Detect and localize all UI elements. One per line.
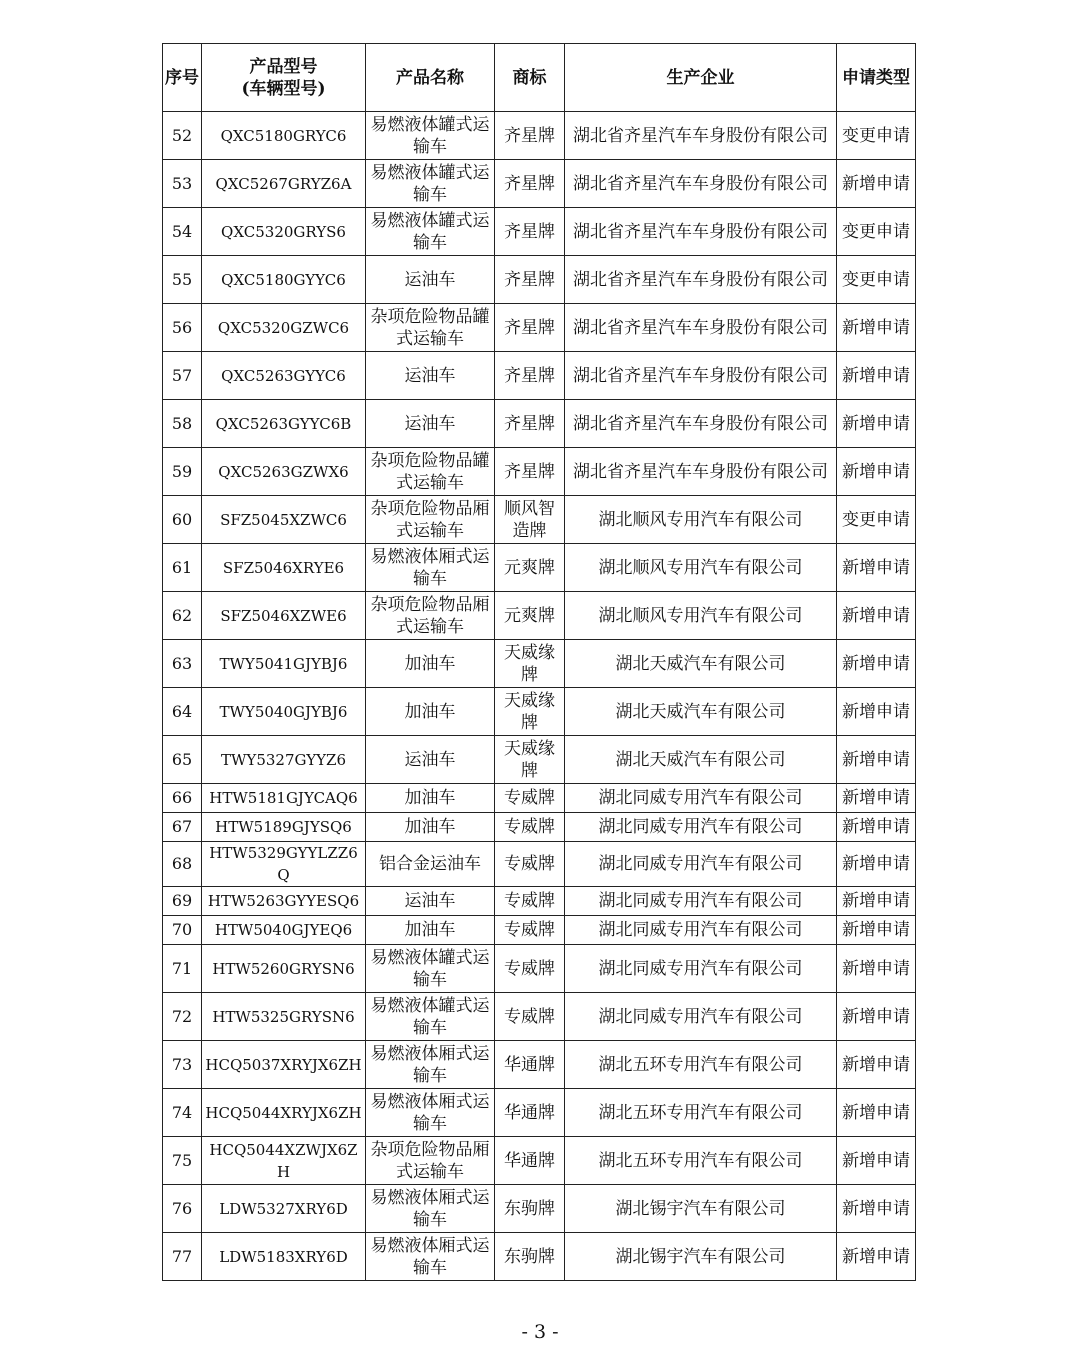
cell-manufacturer: 湖北省齐星汽车车身股份有限公司 (565, 256, 837, 304)
cell-manufacturer: 湖北省齐星汽车车身股份有限公司 (565, 112, 837, 160)
table-row (163, 945, 916, 993)
cell-product-name: 易燃液体罐式运输车 (366, 112, 495, 160)
cell-application-type: 新增申请 (837, 304, 916, 352)
cell-brand: 专威牌 (495, 916, 565, 945)
cell-product-model: SFZ5045XZWC6 (202, 496, 366, 544)
cell-product-model: QXC5320GZWC6 (202, 304, 366, 352)
cell-product-name: 加油车 (366, 916, 495, 945)
cell-serial-no: 52 (163, 112, 202, 160)
cell-serial-no: 54 (163, 208, 202, 256)
cell-product-model: QXC5180GYYC6 (202, 256, 366, 304)
cell-product-name: 加油车 (366, 813, 495, 842)
cell-serial-no: 77 (163, 1233, 202, 1281)
table-row (163, 160, 916, 208)
cell-product-name: 运油车 (366, 256, 495, 304)
cell-product-model: HCQ5044XRYJX6ZH (202, 1089, 366, 1137)
cell-serial-no: 65 (163, 736, 202, 784)
cell-product-name: 运油车 (366, 352, 495, 400)
cell-product-model: QXC5263GYYC6B (202, 400, 366, 448)
cell-product-model: QXC5263GZWX6 (202, 448, 366, 496)
cell-brand: 齐星牌 (495, 448, 565, 496)
cell-product-model: HTW5260GRYSN6 (202, 945, 366, 993)
cell-manufacturer: 湖北顺风专用汽车有限公司 (565, 592, 837, 640)
cell-application-type: 新增申请 (837, 160, 916, 208)
cell-brand: 齐星牌 (495, 304, 565, 352)
cell-brand: 齐星牌 (495, 160, 565, 208)
cell-serial-no: 70 (163, 916, 202, 945)
cell-product-model: HTW5181GJYCAQ6 (202, 784, 366, 813)
cell-product-model: QXC5180GRYC6 (202, 112, 366, 160)
cell-application-type: 新增申请 (837, 640, 916, 688)
cell-brand: 天威缘牌 (495, 736, 565, 784)
cell-serial-no: 71 (163, 945, 202, 993)
cell-manufacturer: 湖北同威专用汽车有限公司 (565, 842, 837, 887)
table-row (163, 304, 916, 352)
cell-application-type: 变更申请 (837, 208, 916, 256)
table-row (163, 842, 916, 887)
table-row (163, 640, 916, 688)
cell-brand: 天威缘牌 (495, 640, 565, 688)
cell-brand: 专威牌 (495, 842, 565, 887)
cell-application-type: 新增申请 (837, 352, 916, 400)
cell-product-model: TWY5327GYYZ6 (202, 736, 366, 784)
cell-brand: 东驹牌 (495, 1185, 565, 1233)
cell-product-name: 运油车 (366, 400, 495, 448)
cell-product-name: 易燃液体厢式运输车 (366, 544, 495, 592)
cell-serial-no: 60 (163, 496, 202, 544)
cell-product-name: 易燃液体厢式运输车 (366, 1041, 495, 1089)
cell-serial-no: 72 (163, 993, 202, 1041)
cell-application-type: 新增申请 (837, 688, 916, 736)
cell-manufacturer: 湖北同威专用汽车有限公司 (565, 945, 837, 993)
cell-serial-no: 73 (163, 1041, 202, 1089)
cell-product-name: 易燃液体罐式运输车 (366, 160, 495, 208)
cell-manufacturer: 湖北省齐星汽车车身股份有限公司 (565, 352, 837, 400)
table-row (163, 688, 916, 736)
table-header-row (163, 44, 916, 112)
cell-serial-no: 61 (163, 544, 202, 592)
cell-application-type: 变更申请 (837, 112, 916, 160)
cell-product-model: TWY5041GJYBJ6 (202, 640, 366, 688)
cell-manufacturer: 湖北五环专用汽车有限公司 (565, 1137, 837, 1185)
cell-application-type: 新增申请 (837, 842, 916, 887)
page-number: - 3 - (521, 1321, 559, 1343)
cell-brand: 天威缘牌 (495, 688, 565, 736)
table-row (163, 736, 916, 784)
cell-brand: 顺风智造牌 (495, 496, 565, 544)
table-row (163, 496, 916, 544)
cell-serial-no: 68 (163, 842, 202, 887)
cell-product-model: HTW5263GYYESQ6 (202, 887, 366, 916)
cell-manufacturer: 湖北同威专用汽车有限公司 (565, 993, 837, 1041)
cell-application-type: 新增申请 (837, 1089, 916, 1137)
cell-product-name: 杂项危险物品厢式运输车 (366, 496, 495, 544)
cell-product-name: 杂项危险物品厢式运输车 (366, 592, 495, 640)
cell-serial-no: 57 (163, 352, 202, 400)
cell-brand: 齐星牌 (495, 352, 565, 400)
cell-application-type: 新增申请 (837, 1233, 916, 1281)
cell-brand: 齐星牌 (495, 112, 565, 160)
cell-product-name: 加油车 (366, 640, 495, 688)
cell-manufacturer: 湖北五环专用汽车有限公司 (565, 1041, 837, 1089)
cell-application-type: 变更申请 (837, 496, 916, 544)
cell-serial-no: 74 (163, 1089, 202, 1137)
cell-manufacturer: 湖北省齐星汽车车身股份有限公司 (565, 400, 837, 448)
cell-product-name: 易燃液体厢式运输车 (366, 1185, 495, 1233)
cell-manufacturer: 湖北同威专用汽车有限公司 (565, 813, 837, 842)
header-product-model (202, 44, 366, 112)
cell-application-type: 新增申请 (837, 813, 916, 842)
cell-product-model: QXC5320GRYS6 (202, 208, 366, 256)
cell-manufacturer: 湖北顺风专用汽车有限公司 (565, 544, 837, 592)
cell-serial-no: 76 (163, 1185, 202, 1233)
cell-product-model: SFZ5046XZWE6 (202, 592, 366, 640)
cell-serial-no: 66 (163, 784, 202, 813)
cell-manufacturer: 湖北锡宇汽车有限公司 (565, 1185, 837, 1233)
cell-serial-no: 56 (163, 304, 202, 352)
table-body (163, 112, 916, 1281)
cell-application-type: 新增申请 (837, 1041, 916, 1089)
cell-product-name: 铝合金运油车 (366, 842, 495, 887)
cell-brand: 专威牌 (495, 993, 565, 1041)
cell-application-type: 变更申请 (837, 256, 916, 304)
cell-brand: 华通牌 (495, 1137, 565, 1185)
cell-product-name: 杂项危险物品厢式运输车 (366, 1137, 495, 1185)
cell-manufacturer: 湖北同威专用汽车有限公司 (565, 784, 837, 813)
table-row (163, 1137, 916, 1185)
table-row (163, 916, 916, 945)
table-row (163, 112, 916, 160)
cell-brand: 齐星牌 (495, 208, 565, 256)
cell-product-name: 加油车 (366, 688, 495, 736)
table-row (163, 544, 916, 592)
cell-brand: 专威牌 (495, 887, 565, 916)
cell-manufacturer: 湖北同威专用汽车有限公司 (565, 916, 837, 945)
cell-serial-no: 75 (163, 1137, 202, 1185)
cell-product-model: HTW5325GRYSN6 (202, 993, 366, 1041)
table-row (163, 784, 916, 813)
cell-product-name: 运油车 (366, 736, 495, 784)
cell-product-name: 加油车 (366, 784, 495, 813)
cell-serial-no: 55 (163, 256, 202, 304)
cell-brand: 专威牌 (495, 813, 565, 842)
table-row (163, 887, 916, 916)
table-row (163, 1041, 916, 1089)
cell-manufacturer: 湖北同威专用汽车有限公司 (565, 887, 837, 916)
cell-application-type: 新增申请 (837, 916, 916, 945)
cell-manufacturer: 湖北省齐星汽车车身股份有限公司 (565, 304, 837, 352)
cell-product-model: HTW5189GJYSQ6 (202, 813, 366, 842)
cell-application-type: 新增申请 (837, 993, 916, 1041)
cell-brand: 元爽牌 (495, 544, 565, 592)
cell-manufacturer: 湖北省齐星汽车车身股份有限公司 (565, 208, 837, 256)
cell-product-name: 易燃液体罐式运输车 (366, 945, 495, 993)
cell-brand: 齐星牌 (495, 256, 565, 304)
cell-product-model: HCQ5037XRYJX6ZH (202, 1041, 366, 1089)
cell-application-type: 新增申请 (837, 945, 916, 993)
cell-serial-no: 69 (163, 887, 202, 916)
cell-application-type: 新增申请 (837, 400, 916, 448)
cell-brand: 东驹牌 (495, 1233, 565, 1281)
cell-manufacturer: 湖北锡宇汽车有限公司 (565, 1233, 837, 1281)
cell-product-name: 易燃液体罐式运输车 (366, 993, 495, 1041)
cell-brand: 齐星牌 (495, 400, 565, 448)
cell-product-name: 易燃液体罐式运输车 (366, 208, 495, 256)
cell-application-type: 新增申请 (837, 736, 916, 784)
cell-serial-no: 59 (163, 448, 202, 496)
cell-application-type: 新增申请 (837, 448, 916, 496)
cell-product-model: SFZ5046XRYE6 (202, 544, 366, 592)
cell-serial-no: 62 (163, 592, 202, 640)
cell-serial-no: 63 (163, 640, 202, 688)
cell-product-name: 运油车 (366, 887, 495, 916)
cell-manufacturer: 湖北天威汽车有限公司 (565, 688, 837, 736)
cell-serial-no: 67 (163, 813, 202, 842)
table-row (163, 813, 916, 842)
table-row (163, 1185, 916, 1233)
header-brand: 商标 (495, 44, 565, 112)
cell-product-model: TWY5040GJYBJ6 (202, 688, 366, 736)
cell-product-model: HTW5329GYYLZZ6Q (202, 842, 366, 887)
cell-manufacturer: 湖北顺风专用汽车有限公司 (565, 496, 837, 544)
cell-product-model: HCQ5044XZWJX6ZH (202, 1137, 366, 1185)
cell-application-type: 新增申请 (837, 544, 916, 592)
cell-brand: 华通牌 (495, 1089, 565, 1137)
table-row (163, 1233, 916, 1281)
cell-application-type: 新增申请 (837, 592, 916, 640)
cell-manufacturer: 湖北天威汽车有限公司 (565, 640, 837, 688)
table-row (163, 256, 916, 304)
cell-application-type: 新增申请 (837, 1137, 916, 1185)
table-row (163, 592, 916, 640)
table-row (163, 1089, 916, 1137)
header-product-name: 产品名称 (366, 44, 495, 112)
cell-serial-no: 53 (163, 160, 202, 208)
cell-manufacturer: 湖北省齐星汽车车身股份有限公司 (565, 160, 837, 208)
cell-manufacturer: 湖北省齐星汽车车身股份有限公司 (565, 448, 837, 496)
cell-brand: 专威牌 (495, 945, 565, 993)
cell-product-name: 杂项危险物品罐式运输车 (366, 304, 495, 352)
header-application-type: 申请类型 (837, 44, 916, 112)
cell-product-model: HTW5040GJYEQ6 (202, 916, 366, 945)
cell-manufacturer: 湖北五环专用汽车有限公司 (565, 1089, 837, 1137)
cell-application-type: 新增申请 (837, 1185, 916, 1233)
cell-brand: 华通牌 (495, 1041, 565, 1089)
cell-brand: 专威牌 (495, 784, 565, 813)
cell-serial-no: 58 (163, 400, 202, 448)
header-serial-no: 序号 (163, 44, 202, 112)
table-row (163, 400, 916, 448)
header-product-model-label: 产品型号 (车辆型号) (241, 56, 326, 99)
header-manufacturer: 生产企业 (565, 44, 837, 112)
table-row (163, 352, 916, 400)
cell-application-type: 新增申请 (837, 784, 916, 813)
table-row (163, 208, 916, 256)
cell-product-model: QXC5263GYYC6 (202, 352, 366, 400)
cell-product-name: 易燃液体厢式运输车 (366, 1089, 495, 1137)
cell-application-type: 新增申请 (837, 887, 916, 916)
cell-serial-no: 64 (163, 688, 202, 736)
table-row (163, 448, 916, 496)
cell-brand: 元爽牌 (495, 592, 565, 640)
table-row (163, 993, 916, 1041)
cell-product-model: QXC5267GRYZ6A (202, 160, 366, 208)
cell-manufacturer: 湖北天威汽车有限公司 (565, 736, 837, 784)
cell-product-name: 杂项危险物品罐式运输车 (366, 448, 495, 496)
vehicle-product-table (162, 43, 916, 1281)
cell-product-name: 易燃液体厢式运输车 (366, 1233, 495, 1281)
cell-product-model: LDW5327XRY6D (202, 1185, 366, 1233)
cell-product-model: LDW5183XRY6D (202, 1233, 366, 1281)
